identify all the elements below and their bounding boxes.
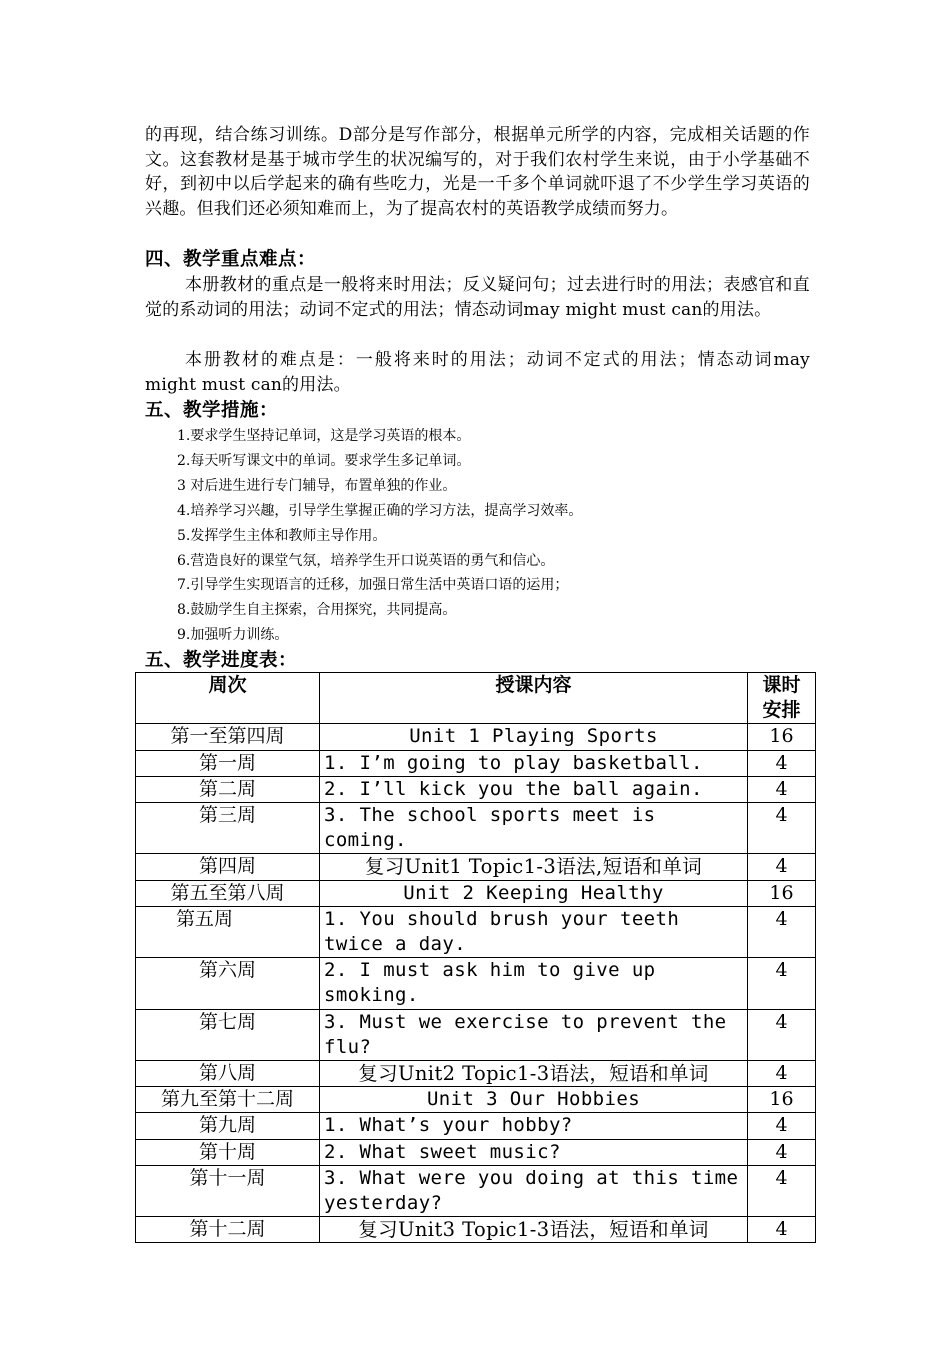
week-cell: 第二周 (136, 776, 320, 802)
content-cell: 3. What were you doing at this time yesterday? (320, 1165, 748, 1216)
measures-list (177, 424, 582, 648)
table-row (136, 1087, 816, 1113)
section-heading-measures: 五、教学措施： (145, 400, 279, 421)
intro-paragraph: 的再现，结合练习训练。D部分是写作部分，根据单元所学的内容，完成相关话题的作文。这套教材是基于城市学生的状况编写的，对于我们农村学生来说，由于小学基础不好，到初中以后学起来的确有些吃力，光是一千多个单词就吓退了不少学生学习英语的兴趣。但我们还必须知难而上，为了提高农村的英语教学成绩而努力。 (145, 125, 810, 219)
schedule-table (135, 672, 816, 1243)
hours-cell: 4 (748, 750, 816, 776)
key-points-paragraph: 本册教材的重点是一般将来时用法；反义疑问句；过去进行时的用法；表感官和直觉的系动词的用法；动词不定式的用法；情态动词may might must can的用法。 (145, 275, 810, 320)
hours-cell: 16 (748, 880, 816, 906)
table-row (136, 803, 816, 854)
measure-item: 6.营造良好的课堂气氛，培养学生开口说英语的勇气和信心。 (177, 552, 555, 569)
hours-cell: 4 (748, 1061, 816, 1087)
measure-item: 5.发挥学生主体和教师主导作用。 (177, 527, 387, 544)
hours-cell: 4 (748, 776, 816, 802)
measure-item: 8.鼓励学生自主探索，合用探究，共同提高。 (177, 602, 457, 619)
content-cell: 3. Must we exercise to prevent the flu? (320, 1009, 748, 1060)
week-cell: 第九至第十二周 (136, 1087, 320, 1113)
table-row (136, 906, 816, 957)
measure-item: 7.引导学生实现语言的迁移，加强日常生活中英语口语的运用； (177, 577, 569, 594)
week-cell: 第五至第八周 (136, 880, 320, 906)
hours-cell: 4 (748, 958, 816, 1009)
week-cell: 第七周 (136, 1009, 320, 1060)
content-cell: 复习Unit2 Topic1-3语法，短语和单词 (320, 1061, 748, 1087)
week-cell: 第六周 (136, 958, 320, 1009)
week-cell: 第十一周 (136, 1165, 320, 1216)
table-row (136, 1009, 816, 1060)
week-cell: 第九周 (136, 1113, 320, 1139)
section-heading-schedule: 五、教学进度表： (145, 650, 298, 671)
content-cell: 2. What sweet music? (320, 1139, 748, 1165)
content-cell: 1. What’s your hobby? (320, 1113, 748, 1139)
section-heading-key-points: 四、教学重点难点： (145, 249, 317, 270)
week-cell: 第八周 (136, 1061, 320, 1087)
table-row (136, 958, 816, 1009)
hours-cell: 4 (748, 1217, 816, 1243)
content-cell: 2. I must ask him to give up smoking. (320, 958, 748, 1009)
hours-cell: 4 (748, 1009, 816, 1060)
hours-cell: 4 (748, 1139, 816, 1165)
week-cell: 第十周 (136, 1139, 320, 1165)
content-cell: 1. You should brush your teeth twice a day. (320, 906, 748, 957)
hours-cell: 4 (748, 906, 816, 957)
measure-item: 4.培养学习兴趣，引导学生掌握正确的学习方法，提高学习效率。 (177, 502, 583, 519)
table-row (136, 750, 816, 776)
content-cell: 2. I’ll kick you the ball again. (320, 776, 748, 802)
table-row (136, 880, 816, 906)
week-cell: 第十二周 (136, 1217, 320, 1243)
week-cell: 第三周 (136, 803, 320, 854)
table-row (136, 1061, 816, 1087)
hours-cell: 4 (748, 1165, 816, 1216)
week-cell: 第一至第四周 (136, 724, 320, 750)
hours-cell: 16 (748, 724, 816, 750)
table-row (136, 1139, 816, 1165)
content-cell: 1. I’m going to play basketball. (320, 750, 748, 776)
header-hours: 课时安排 (748, 673, 816, 724)
week-cell: 第一周 (136, 750, 320, 776)
content-cell: 复习Unit1 Topic1-3语法,短语和单词 (320, 854, 748, 880)
table-row (136, 776, 816, 802)
table-header-row (136, 673, 816, 724)
table-row (136, 1165, 816, 1216)
measure-item: 9.加强听力训练。 (177, 627, 289, 644)
table-row (136, 1217, 816, 1243)
difficult-points-paragraph: 本册教材的难点是：一般将来时的用法；动词不定式的用法；情态动词may might must can的用法。 (145, 350, 810, 395)
content-cell: 复习Unit3 Topic1-3语法，短语和单词 (320, 1217, 748, 1243)
content-cell: Unit 2 Keeping Healthy (320, 880, 748, 906)
week-cell: 第五周 (136, 906, 320, 957)
header-week: 周次 (136, 673, 320, 724)
measure-item: 1.要求学生坚持记单词，这是学习英语的根本。 (177, 428, 471, 444)
content-cell: 3. The school sports meet is coming. (320, 803, 748, 854)
table-row (136, 724, 816, 750)
measure-item: 3 对后进生进行专门辅导，布置单独的作业。 (177, 477, 457, 494)
content-cell: Unit 3 Our Hobbies (320, 1087, 748, 1113)
content-cell: Unit 1 Playing Sports (320, 724, 748, 750)
hours-cell: 16 (748, 1087, 816, 1113)
hours-cell: 4 (748, 803, 816, 854)
table-row (136, 854, 816, 880)
measure-item: 2.每天听写课文中的单词。要求学生多记单词。 (177, 452, 471, 469)
hours-cell: 4 (748, 854, 816, 880)
week-cell: 第四周 (136, 854, 320, 880)
header-content: 授课内容 (320, 673, 748, 724)
hours-cell: 4 (748, 1113, 816, 1139)
table-row (136, 1113, 816, 1139)
